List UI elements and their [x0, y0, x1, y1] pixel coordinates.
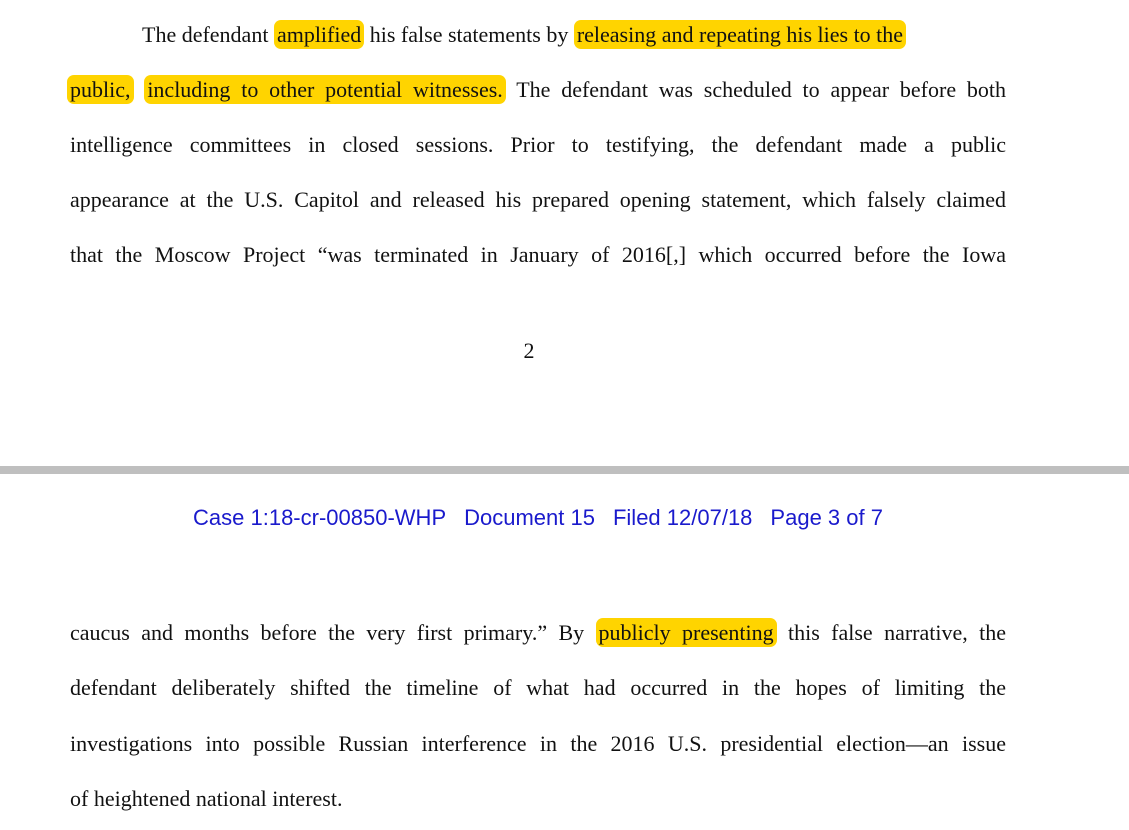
paragraph-line-1 [70, 20, 1006, 50]
page-number: 2 [523, 338, 535, 363]
document-number: Document 15 [464, 505, 595, 530]
document-page-3 [0, 474, 1129, 830]
paragraph-line-5: that the Moscow Project “was terminated in January of 2016[,] which occurred before the Iowa [70, 242, 1006, 267]
line-text: his false statements by [364, 22, 574, 47]
highlight-publicly-presenting[interactable]: publicly presenting [596, 618, 777, 647]
paragraph-line-4: appearance at the U.S. Capitol and released his prepared opening statement, which falsely claimed [70, 187, 1006, 212]
paragraph-line-9: of heightened national interest. [70, 786, 343, 811]
highlight-public[interactable]: public, [67, 75, 134, 104]
line-text: caucus and months before the very first primary.” By [70, 620, 596, 645]
paragraph-line-3: intelligence committees in closed sessions. Prior to testifying, the defendant made a public [70, 132, 1006, 157]
paragraph-line-2 [67, 75, 1006, 105]
highlight-amplified[interactable]: amplified [274, 20, 364, 49]
highlight-witnesses[interactable]: including to other potential witnesses. [144, 75, 505, 104]
line-text: The defendant [142, 22, 274, 47]
highlight-releasing[interactable]: releasing and repeating his lies to the [574, 20, 906, 49]
filed-date: Filed 12/07/18 [612, 505, 753, 530]
paragraph-line-6 [70, 618, 1006, 648]
case-header [0, 505, 1076, 531]
line-text [134, 77, 145, 102]
page-divider [0, 466, 1129, 474]
paragraph-line-8: investigations into possible Russian interference in the 2016 U.S. presidential election—an issue [70, 731, 1006, 756]
case-number: Case 1:18-cr-00850-WHP [193, 505, 447, 530]
line-text: this false narrative, the [776, 620, 1006, 645]
paragraph-line-7: defendant deliberately shifted the timeline of what had occurred in the hopes of limiting the [70, 675, 1006, 700]
line-text: The defendant was scheduled to appear before both [505, 77, 1006, 102]
page-count: Page 3 of 7 [770, 505, 883, 530]
